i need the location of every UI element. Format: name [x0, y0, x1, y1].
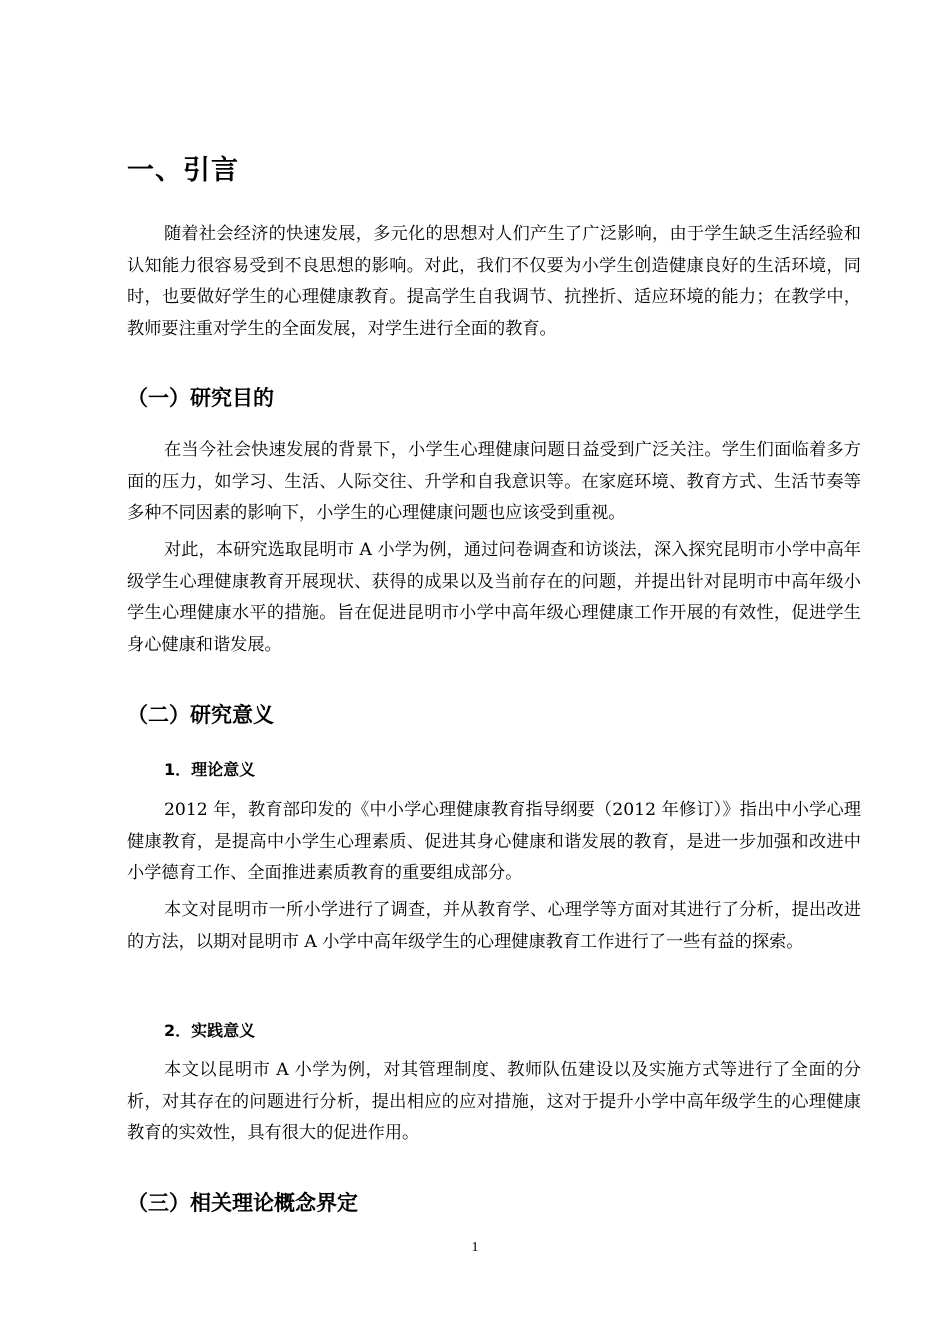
- section-heading-research-significance: （二）研究意义: [127, 703, 274, 727]
- body-paragraph: 本文以昆明市 A 小学为例，对其管理制度、教师队伍建设以及实施方式等进行了全面的分析，对其存在的问题进行分析，提出相应的应对措施，这对于提升小学中高年级学生的心理健康教育的实效性，具有很大的促进作用。: [127, 1060, 861, 1144]
- section-heading-theory-definitions: （三）相关理论概念界定: [127, 1191, 358, 1215]
- chapter-heading: 一、引言: [127, 155, 239, 186]
- body-paragraph: 对此，本研究选取昆明市 A 小学为例，通过问卷调查和访谈法，深入探究昆明市小学中高年级学生心理健康教育开展现状、获得的成果以及当前存在的问题，并提出针对昆明市中高年级小学生心理健康水平的措施。旨在促进昆明市小学中高年级心理健康工作开展的有效性，促进学生身心健康和谐发展。: [127, 540, 861, 655]
- body-paragraph: 在当今社会快速发展的背景下，小学生心理健康问题日益受到广泛关注。学生们面临着多方面的压力，如学习、生活、人际交往、升学和自我意识等。在家庭环境、教育方式、生活节奏等多种不同因素的影响下，小学生的心理健康问题也应该受到重视。: [127, 440, 861, 524]
- section-heading-research-purpose: （一）研究目的: [127, 386, 274, 410]
- page-number: 1: [471, 1240, 479, 1255]
- subsection-heading-practical: 2．实践意义: [164, 1021, 256, 1040]
- body-paragraph: 本文对昆明市一所小学进行了调查，并从教育学、心理学等方面对其进行了分析，提出改进的方法，以期对昆明市 A 小学中高年级学生的心理健康教育工作进行了一些有益的探索。: [127, 900, 861, 952]
- intro-paragraph: 随着社会经济的快速发展，多元化的思想对人们产生了广泛影响，由于学生缺乏生活经验和认知能力很容易受到不良思想的影响。对此，我们不仅要为小学生创造健康良好的生活环境，同时，也要做好学生的心理健康教育。提高学生自我调节、抗挫折、适应环境的能力；在教学中，教师要注重对学生的全面发展，对学生进行全面的教育。: [127, 224, 861, 339]
- body-paragraph: 2012 年，教育部印发的《中小学心理健康教育指导纲要（2012 年修订）》指出中小学心理健康教育，是提高中小学生心理素质、促进其身心健康和谐发展的教育，是进一步加强和改进中小学德育工作、全面推进素质教育的重要组成部分。: [127, 800, 861, 884]
- subsection-heading-theoretical: 1．理论意义: [164, 760, 256, 779]
